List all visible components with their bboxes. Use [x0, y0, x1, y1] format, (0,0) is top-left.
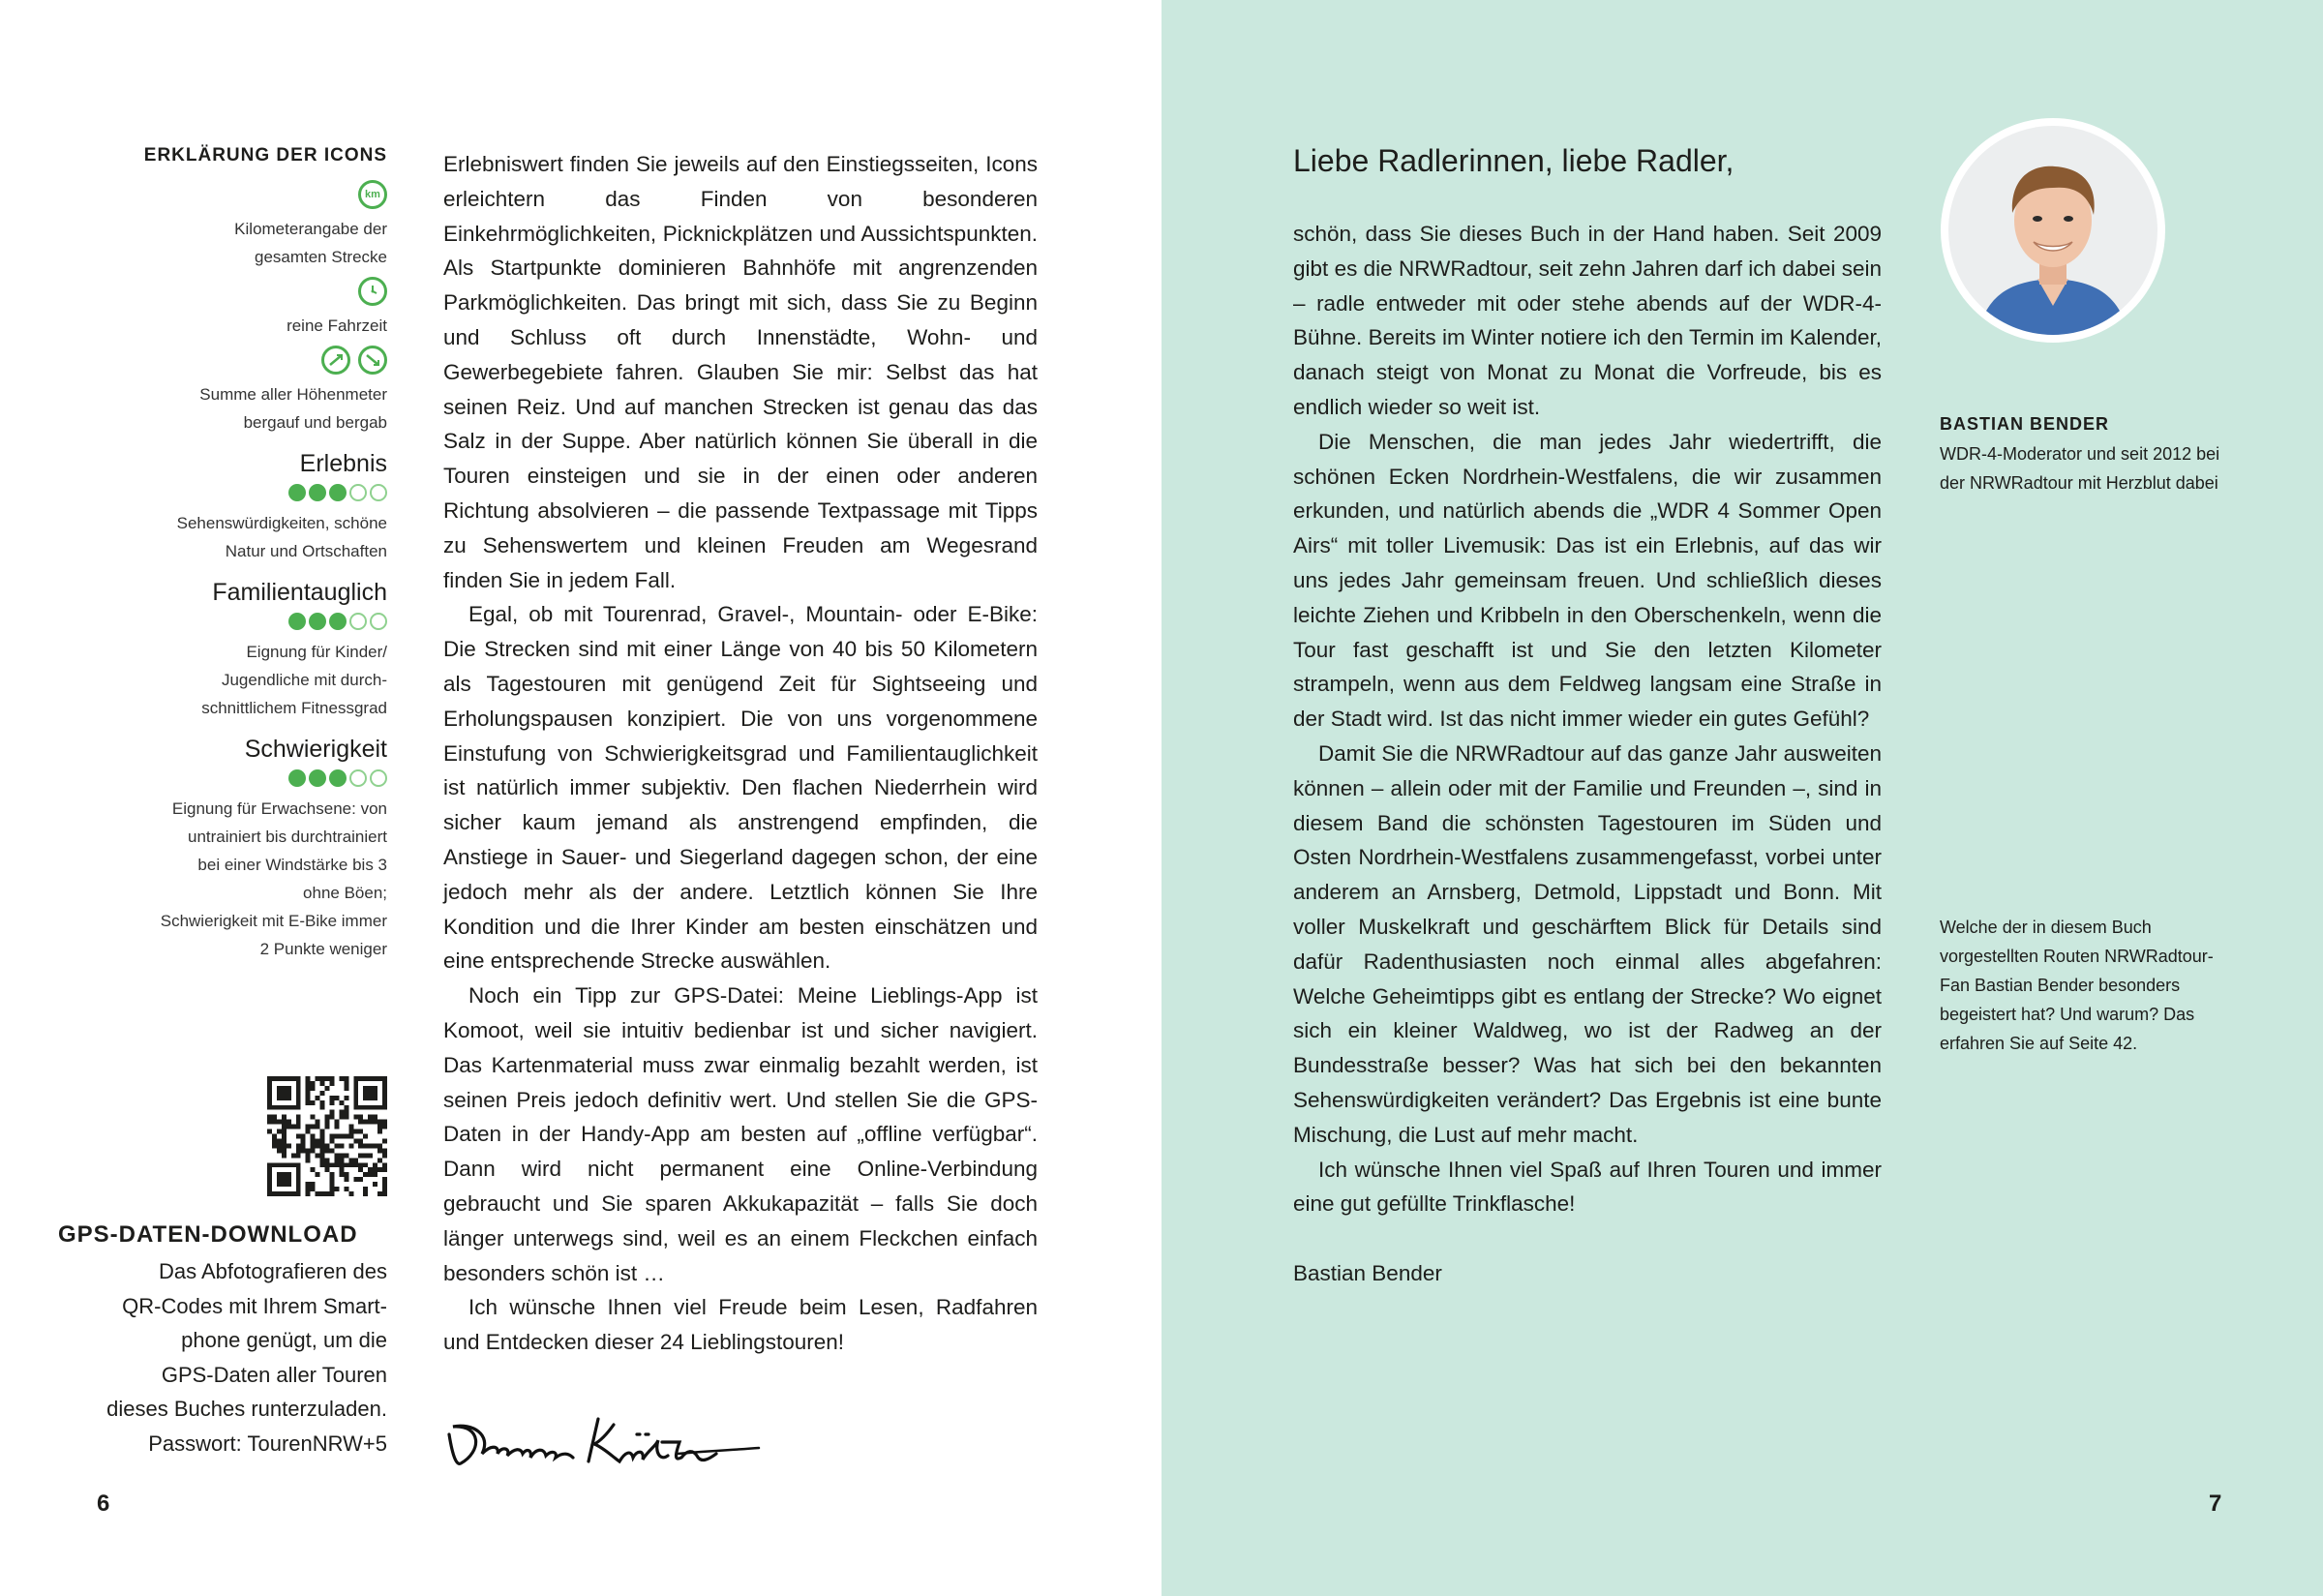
erlebnis-title: Erlebnis: [299, 450, 387, 477]
rating-dot-empty: [349, 613, 367, 630]
paragraph: Damit Sie die NRWRadtour auf das ganze Jahr ausweiten können – allein oder mit der Familie und Freunden –, sind in diesem Band die schönsten Tagestouren im Süden und Osten Nordrhein-Westfalens zusammengefasst, vorbei unter anderem an Arnsberg, Detmold, Lippstadt und Bonn. Mit voller Muskelkraft und geschärftem Blick für Details sind dafür Radenthusiasten noch einmal alles abgefahren: Welche Geheimtipps gibt es entlang der Strecke? Wo eignet sich ein kleiner Waldweg, wo ist der Radweg an der Bundesstraße besser? Was hat sich bei den bekannten Sehenswürdigkeiten verändert? Das Ergebnis ist eine bunte Mischung, die Lust auf mehr macht.: [1293, 740, 1882, 1147]
greeting: Liebe Radlerinnen, liebe Radler,: [1293, 143, 1735, 178]
elevation-caption: Summe aller Höhenmeter bergauf und bergab: [199, 385, 387, 432]
gps-download: [58, 1221, 387, 1460]
rating-dot-filled: [309, 484, 326, 501]
familie-caption: Eignung für Kinder/ Jugendliche mit durch- schnittlichem Fitnessgrad: [201, 643, 387, 717]
icon-legend: [58, 145, 387, 963]
rating-dot-filled: [288, 484, 306, 501]
paragraph: Egal, ob mit Tourenrad, Gravel-, Mountain- oder E-Bike: Die Strecken sind mit einer Länge von 40 bis 50 Kilometern als Tagestouren mit genügend Zeit für Sightseeing und Erholungspausen konzipiert. Die von uns vorgenommene Einstufung von Schwierigkeitsgrad und Familientauglichkeit ist natürlich immer subjektiv. Den flachen Niederrhein wird sicher kaum jemand als anstrengend empfinden, die Anstiege in Sauer- und Siegerland dagegen schon, der eine jedoch mehr als der andere. Letztlich können Sie Ihre Kondition und die Ihrer Kinder am besten einschätzen und eine entsprechende Strecke auswählen.: [443, 602, 1038, 974]
rating-dot-empty: [349, 769, 367, 787]
left-body-text: [443, 147, 1038, 1360]
rating-dot-filled: [329, 613, 347, 630]
bio-name: BASTIAN BENDER: [1940, 414, 2110, 434]
paragraph: Ich wünsche Ihnen viel Freude beim Lesen, Radfahren und Entdecken dieser 24 Lieblingstouren!: [443, 1295, 1038, 1355]
page-number-right: 7: [2209, 1491, 2222, 1517]
gps-text: Das Abfotografieren des QR-Codes mit Ihrem Smart- phone genügt, um die GPS-Daten aller Touren dieses Buches runterzuladen. Passwort: TourenNRW+5: [106, 1259, 387, 1456]
erlebnis-rating: [58, 484, 387, 501]
elevation-icons-row: [58, 346, 387, 375]
rating-dot-empty: [349, 484, 367, 501]
familie-title: Familientauglich: [212, 579, 387, 606]
schwierigkeit-rating: [58, 769, 387, 787]
clock-icon: [358, 277, 387, 306]
paragraph: schön, dass Sie dieses Buch in der Hand haben. Seit 2009 gibt es die NRWRadtour, seit zehn Jahren darf ich dabei sein – radle entweder mit oder stehe abends auf der WDR-4-Bühne. Bereits im Winter notiere ich den Termin im Kalender, danach steigt von Monat zu Monat die Vorfreude, bis es endlich wieder so weit ist.: [1293, 222, 1882, 419]
downhill-icon: [358, 346, 387, 375]
closing-signature: Bastian Bender: [1293, 1260, 1442, 1285]
familie-rating: [58, 613, 387, 630]
km-icon-row: [58, 180, 387, 209]
paragraph: Ich wünsche Ihnen viel Spaß auf Ihren Touren und immer eine gut gefüllte Trinkflasche!: [1293, 1157, 1882, 1217]
km-icon: km: [358, 180, 387, 209]
qr-code[interactable]: [267, 1076, 387, 1196]
paragraph: Die Menschen, die man jedes Jahr wiedertrifft, die schönen Ecken Nordrhein-Westfalens, die wir zusammen erkunden, und natürlich abends die „WDR 4 Sommer Open Airs“ mit toller Livemusik: Das ist ein Erlebnis, auf das wir uns jedes Jahr gemeinsam freuen. Und schließlich dieses leichte Ziehen und Kribbeln in den Oberschenkeln, wenn die Tour fast geschafft ist und Sie den letzten Kilometer strampeln, wenn aus dem Feldweg langsam eine Straße in der Stadt wird. Ist das nicht immer wieder ein gutes Gefühl?: [1293, 429, 1882, 732]
signature: [443, 1405, 772, 1475]
teaser-text: Welche der in diesem Buch vorgestellten Routen NRWRadtour-Fan Bastian Bender besonders begeistert hat? Und warum? Das erfahren Sie auf Seite 42.: [1940, 918, 2214, 1053]
schwierigkeit-title: Schwierigkeit: [244, 736, 387, 763]
schwierigkeit-caption: Eignung für Erwachsene: von untrainiert bis durchtrainiert bei einer Windstärke bis 3 ohne Böen; Schwierigkeit mit E-Bike immer 2 Punkte weniger: [160, 799, 387, 958]
uphill-icon: [321, 346, 350, 375]
rating-dot-filled: [329, 769, 347, 787]
erlebnis-caption: Sehenswürdigkeiten, schöne Natur und Ortschaften: [176, 514, 387, 560]
rating-dot-filled: [309, 769, 326, 787]
time-caption: reine Fahrzeit: [287, 316, 387, 335]
gps-heading: GPS-DATEN-DOWNLOAD: [58, 1221, 358, 1248]
legend-heading: ERKLÄRUNG DER ICONS: [143, 145, 387, 166]
page-number-left: 6: [97, 1491, 110, 1517]
paragraph: Noch ein Tipp zur GPS-Datei: Meine Lieblings-App ist Komoot, weil sie intuitiv bedienbar ist und sicher navigiert. Das Kartenmaterial muss zwar einmalig bezahlt werden, ist seinen Preis jedoch definitiv wert. Und stellen Sie die GPS-Daten in der Handy-App am besten auf „offline verfügbar“. Dann wird nicht permanent eine Online-Verbindung gebraucht und Sie sparen Akkukapazität – falls Sie doch länger unterwegs sind, weil es an einem Fleckchen einfach besonders schön ist …: [443, 983, 1038, 1285]
km-caption: Kilometerangabe der gesamten Strecke: [234, 220, 387, 266]
right-body-text: [1293, 217, 1882, 1291]
author-portrait: [1941, 118, 2165, 343]
rating-dot-empty: [370, 484, 387, 501]
rating-dot-filled: [329, 484, 347, 501]
portrait-image: [1948, 126, 2157, 335]
rating-dot-empty: [370, 769, 387, 787]
rating-dot-empty: [370, 613, 387, 630]
clock-icon-row: [58, 277, 387, 306]
rating-dot-filled: [309, 613, 326, 630]
paragraph: Erlebniswert finden Sie jeweils auf den Einstiegsseiten, Icons erleichtern das Finden von besonderen Einkehrmöglichkeiten, Picknickplätzen und Aussichtspunkten. Als Startpunkte dominieren Bahnhöfe mit angrenzenden Parkmöglichkeiten. Das bringt mit sich, dass Sie zu Beginn und Schluss oft durch Innenstädte, Wohn- und Gewerbegebiete fahren. Glauben Sie mir: Selbst das hat seinen Reiz. Und auf manchen Strecken ist genau das das Salz in der Suppe. Aber natürlich können Sie überall in die Touren einsteigen und sie in der einen oder anderen Richtung absolvieren – die passende Textpassage mit Tipps zu Sehenswertem und kleinen Freuden am Wegesrand finden Sie in jedem Fall.: [443, 152, 1038, 592]
rating-dot-filled: [288, 613, 306, 630]
bio-text: WDR-4-Moderator und seit 2012 bei der NRWRadtour mit Herzblut dabei: [1940, 444, 2220, 493]
rating-dot-filled: [288, 769, 306, 787]
